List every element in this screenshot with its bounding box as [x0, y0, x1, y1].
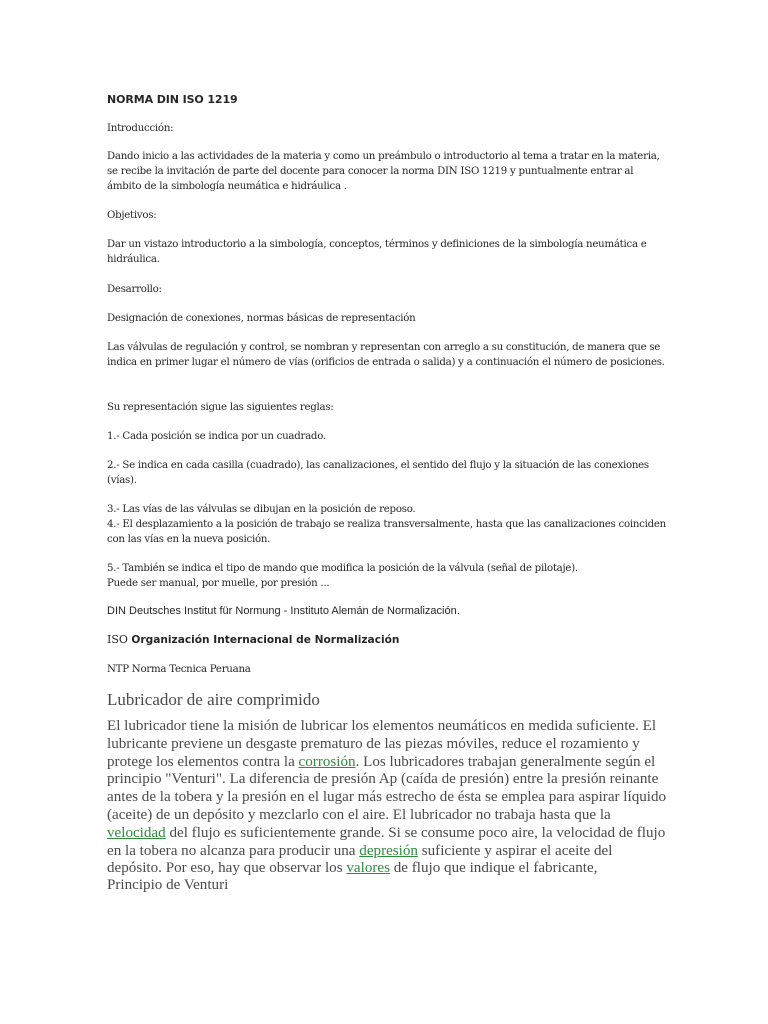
development-heading: Desarrollo: [107, 284, 162, 295]
lubricator-heading: Lubricador de aire comprimido [107, 690, 320, 709]
valves-paragraph: Las válvulas de regulación y control, se nombran y representan con arreglo a su constitución, de manera que se indica en primer lugar el número de vías (orificios de entrada o salida) y a continuación el número de posiciones. [107, 342, 665, 368]
din-text: Deutsches Institut für Normung - Instituto Alemán de Normalización. [129, 605, 460, 617]
lubricator-paragraph [107, 718, 667, 878]
iso-definition [107, 632, 667, 648]
lubricator-text-4: suficiente y aspirar el aceite del depósito. Por eso, hay que observar los [107, 842, 613, 877]
rule-3: 3.- Las vías de las válvulas se dibujan en la posición de reposo. [107, 504, 416, 515]
rule-2: 2.- Se indica en cada casilla (cuadrado), las canalizaciones, el sentido del flujo y la situación de las conexiones (vías). [107, 460, 649, 486]
lubricator-text-2: . Los lubricadores trabajan generalmente según el principio "Venturi". La diferencia de presión Ap (caída de presión) entre la presión reinante antes de la tobera y la presión en el lugar más estrecho de ésta se emplea para aspirar líquido (aceite) de un depósito y mezclarlo con el aire. El lubricador no trabaja hasta que la [107, 753, 667, 823]
lubricator-text-1: El lubricador tiene la misión de lubricar los elementos neumáticos en medida suficiente. El lubricante previene un desgaste prematuro de las piezas móviles, reduce el rozamiento y protege los elementos contra la [107, 718, 657, 770]
objectives-heading: Objetivos: [107, 210, 157, 221]
rule-5-continued: Puede ser manual, por muelle, por presión ... [107, 578, 330, 589]
link-depresion[interactable]: depresión [359, 842, 418, 859]
lubricator-text-5: de flujo que indique el fabricante, [389, 860, 598, 877]
venturi-heading: Principio de Venturi [107, 877, 229, 893]
rule-5: 5.- También se indica el tipo de mando que modifica la posición de la válvula (señal de pilotaje). [107, 563, 578, 574]
rule-4: 4.- El desplazamiento a la posición de trabajo se realiza transversalmente, hasta que las canalizaciones coinciden con las vías en la nueva posición. [107, 519, 666, 545]
document-title: NORMA DIN ISO 1219 [107, 93, 238, 106]
rules-intro: Su representación sigue las siguientes reglas: [107, 402, 334, 413]
lubricator-text-3: del flujo es suficientemente grande. Si se consume poco aire, la velocidad de flujo en la tobera no alcanza para producir una [107, 824, 666, 859]
iso-label: ISO [107, 633, 128, 646]
intro-heading: Introducción: [107, 123, 174, 134]
link-corrosion[interactable]: corrosión [298, 753, 356, 770]
din-label: DIN [107, 605, 126, 617]
designation-paragraph: Designación de conexiones, normas básicas de representación [107, 313, 416, 324]
iso-text: Organización Internacional de Normalización [131, 634, 400, 646]
din-definition [107, 604, 667, 619]
link-velocidad[interactable]: velocidad [107, 824, 166, 841]
intro-paragraph: Dando inicio a las actividades de la materia y como un preámbulo o introductorio al tema a tratar en la materia, se recibe la invitación de parte del docente para conocer la norma DIN ISO 1219 y puntualmente entrar al ámbito de la simbología neumática e hidráulica . [107, 151, 660, 192]
rule-1: 1.- Cada posición se indica por un cuadrado. [107, 431, 326, 442]
objectives-paragraph: Dar un vistazo introductorio a la simbología, conceptos, términos y definiciones de la simbología neumática e hidráulica. [107, 239, 647, 265]
link-valores[interactable]: valores [346, 860, 390, 877]
ntp-definition: NTP Norma Tecnica Peruana [107, 664, 251, 675]
